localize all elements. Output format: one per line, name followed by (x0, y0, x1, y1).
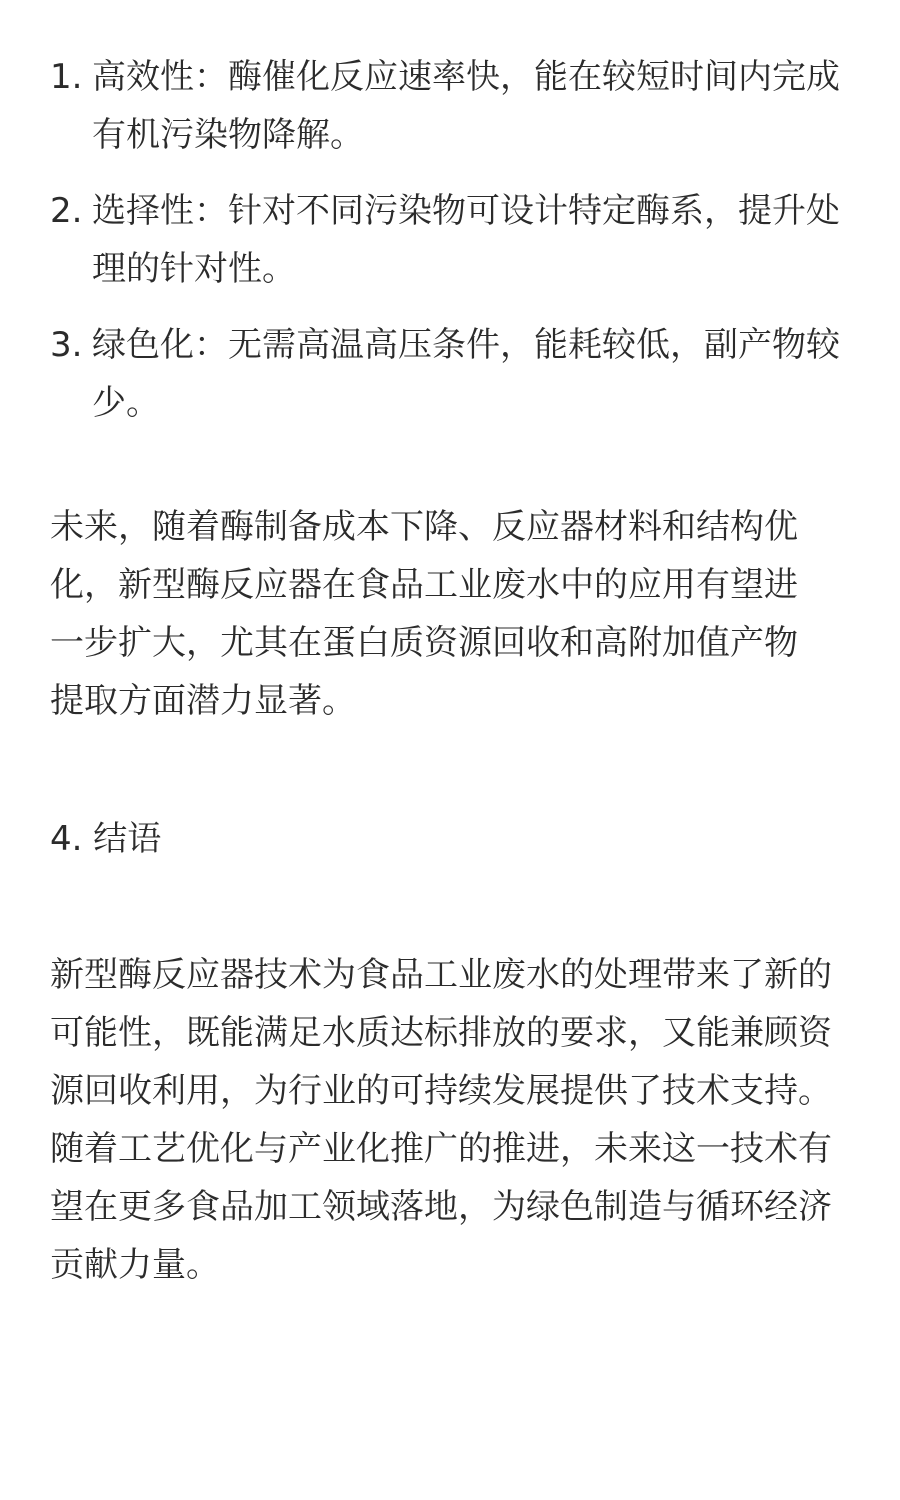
list-number: 2. (50, 191, 83, 231)
list-text: 绿色化：无需高温高压条件，能耗较低，副产物较少。 (92, 325, 840, 423)
advantages-list (50, 48, 850, 432)
list-item (50, 182, 850, 298)
future-paragraph: 未来，随着酶制备成本下降、反应器材料和结构优化，新型酶反应器在食品工业废水中的应用有望进一步扩大，尤其在蛋白质资源回收和高附加值产物提取方面潜力显著。 (50, 507, 798, 721)
list-item (50, 48, 850, 164)
list-text: 选择性：针对不同污染物可设计特定酶系，提升处理的针对性。 (92, 191, 840, 289)
list-text: 高效性：酶催化反应速率快，能在较短时间内完成有机污染物降解。 (92, 57, 840, 155)
list-number: 1. (50, 57, 83, 97)
list-item (50, 316, 850, 432)
conclusion-paragraph: 新型酶反应器技术为食品工业废水的处理带来了新的可能性，既能满足水质达标排放的要求，又能兼顾资源回收利用，为行业的可持续发展提供了技术支持。随着工艺优化与产业化推广的推进，未来这一技术有望在更多食品加工领域落地，为绿色制造与循环经济贡献力量。 (50, 955, 832, 1285)
article-body (50, 48, 850, 1294)
list-number: 3. (50, 325, 83, 365)
section-heading: 4. 结语 (50, 819, 162, 859)
